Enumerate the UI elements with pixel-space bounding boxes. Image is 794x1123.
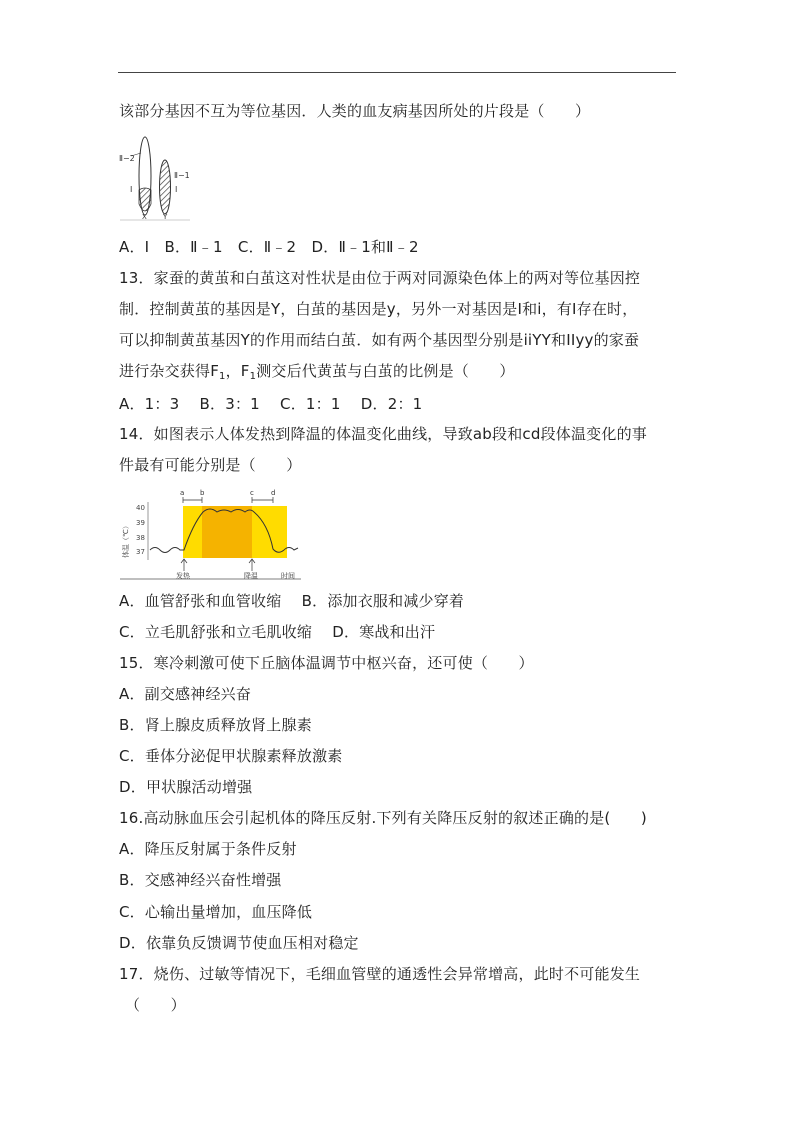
y-axis-label: 体温（℃） [122, 522, 130, 558]
x-axis-label: 时间 [281, 572, 295, 580]
label-ii2: Ⅱ−2 [119, 154, 135, 163]
label-i-left: Ⅰ [130, 185, 133, 194]
q13-line3: 可以抑制黄茧基因Y的作用而结白茧．如有两个基因型分别是iiYY和IIyy的家蚕 [119, 331, 640, 349]
q14-options-cd: C．立毛肌舒张和立毛肌收缩 D．寒战和出汗 [119, 623, 436, 641]
q16-option-b: B．交感神经兴奋性增强 [119, 871, 282, 889]
y-tick-39: 39 [136, 519, 145, 527]
q15-option-b: B．肾上腺皮质释放肾上腺素 [119, 716, 312, 734]
q14-line2: 件最有可能分别是（ ） [119, 456, 302, 474]
y-tick-38: 38 [136, 534, 145, 542]
event-cool-label: 降温 [244, 572, 258, 580]
q12-options: A．Ⅰ B．Ⅱ﹣1 C．Ⅱ﹣2 D．Ⅱ﹣1和Ⅱ﹣2 [119, 238, 419, 256]
marker-a: a [180, 489, 185, 497]
q16-option-c: C．心输出量增加，血压降低 [119, 903, 313, 921]
q13-line2: 制．控制黄茧的基因是Y，白茧的基因是y，另外一对基因是I和i，有I存在时， [119, 300, 638, 318]
marker-b: b [200, 489, 205, 497]
y-tick-37: 37 [136, 548, 145, 556]
q16-option-d: D．依靠负反馈调节使血压相对稳定 [119, 934, 359, 952]
event-fever-label: 发热 [176, 572, 190, 580]
label-x: X [142, 213, 147, 221]
q14-options-ab: A．血管舒张和血管收缩 B．添加衣服和减少穿着 [119, 592, 465, 610]
body-temperature-chart [118, 484, 303, 584]
q13-line1: 13．家蚕的黄茧和白茧这对性状是由位于两对同源染色体上的两对等位基因控 [119, 269, 641, 287]
label-ii1: Ⅱ−1 [174, 171, 190, 180]
q15-option-a: A．副交感神经兴奋 [119, 685, 252, 703]
q14-line1: 14．如图表示人体发热到降温的体温变化曲线，导致ab段和cd段体温变化的事 [119, 425, 647, 443]
q12-stem: 该部分基因不互为等位基因．人类的血友病基因所处的片段是（ ） [119, 102, 591, 120]
sex-chromosome-diagram [118, 136, 192, 224]
q13-line4: 进行杂交获得$F_1$，$F_1$测交后代黄茧与白茧的比例是（ ） [119, 362, 515, 382]
marker-c: c [250, 489, 254, 497]
marker-d: d [271, 489, 276, 497]
y-chromosome [160, 160, 171, 214]
q17-line2: （ ） [125, 996, 186, 1014]
q16-stem: 16.高动脉血压会引起机体的降压反射.下列有关降压反射的叙述正确的是( ) [119, 809, 647, 827]
q16-option-a: A．降压反射属于条件反射 [119, 840, 297, 858]
q15-stem: 15．寒冷刺激可使下丘脑体温调节中枢兴奋，还可使（ ） [119, 654, 534, 672]
y-tick-40: 40 [136, 504, 145, 512]
q15-option-c: C．垂体分泌促甲状腺素释放激素 [119, 747, 343, 765]
q13-options: A．1：3 B．3：1 C．1：1 D．2：1 [119, 395, 423, 413]
q17-line1: 17．烧伤、过敏等情况下，毛细血管壁的通透性会异常增高，此时不可能发生 [119, 965, 641, 983]
label-i-right: Ⅰ [175, 185, 178, 194]
x-hatched-region [139, 188, 151, 211]
q15-option-d: D．甲状腺活动增强 [119, 778, 253, 796]
plateau-period-band [202, 506, 252, 558]
header-rule [118, 72, 676, 73]
label-y: Y [163, 213, 168, 221]
